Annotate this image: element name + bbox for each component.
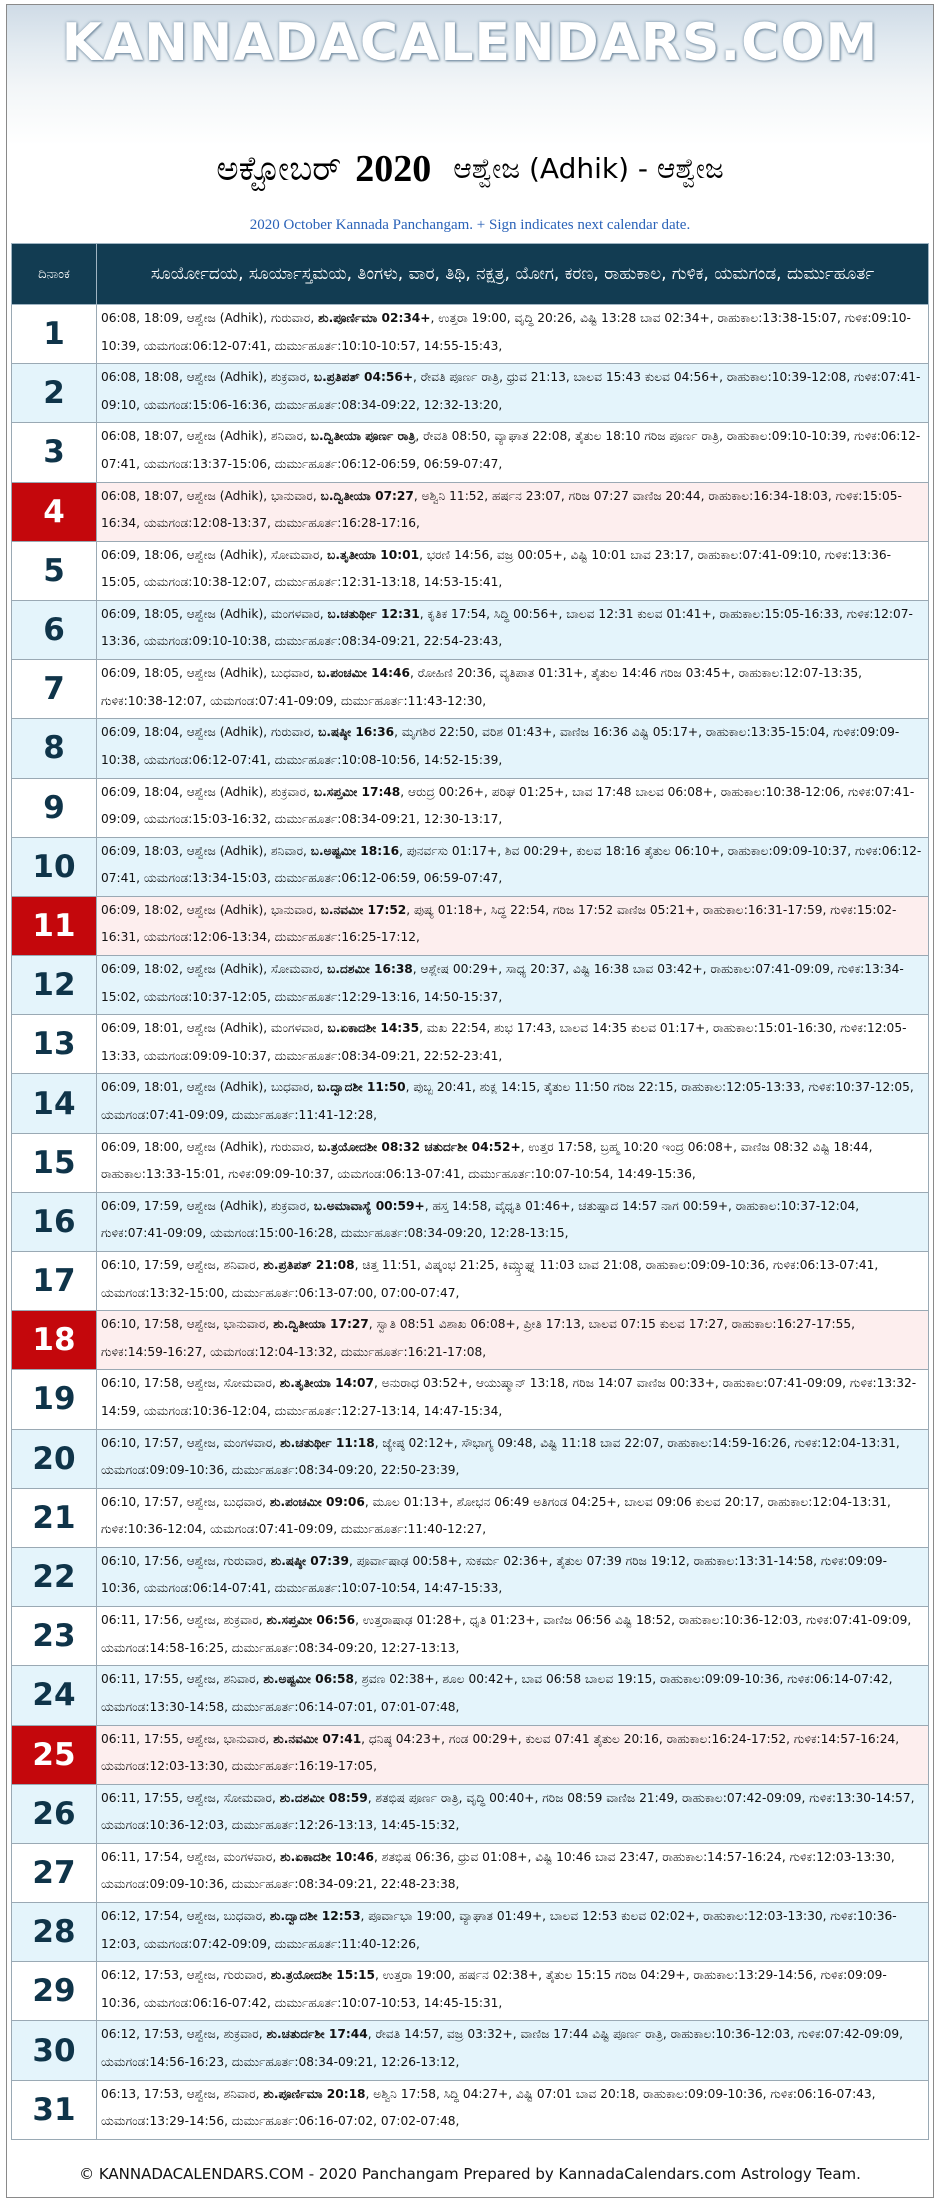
day-details-suffix: , ಆರುದ್ರ 00:26+, ಪರಿಘ 01:25+, ಬಾವ 17:48 ಬಾಲವ 06:08+, ರಾಹುಕಾಲ:10:38-12:06, ಗುಳಿಕ:07:41-09:09, ಯಮಗಂಡ:15:03-16:32, ದುರ್ಮುಹೂರ್ತ:08:34-09:21, 12:30-13:17, (101, 784, 915, 826)
day-details-suffix: , ಪುಬ್ಬ 20:41, ಶುಕ್ಲ 14:15, ತೈತುಲ 11:50 ಗರಿಜ 22:15, ರಾಹುಕಾಲ:12:05-13:33, ಗುಳಿಕ:10:37-12:05, ಯಮಗಂಡ:07:41-09:09, ದುರ್ಮುಹೂರ್ತ:11:41-12:28, (101, 1080, 914, 1122)
day-number: 13 (12, 1015, 97, 1074)
table-row (12, 1488, 929, 1547)
table-row (12, 896, 929, 955)
tithi: ಶು.ದ್ವಿತೀಯಾ 17:27 (273, 1317, 369, 1332)
day-number: 21 (12, 1488, 97, 1547)
day-details-suffix: , ಪೂರ್ವಾಭಾ 19:00, ವ್ಯಾಘಾತ 01:49+, ಬಾಲವ 12:53 ಕುಲವ 02:02+, ರಾಹುಕಾಲ:12:03-13:30, ಗುಳಿಕ:10:36-12:03, ಯಮಗಂಡ:07:42-09:09, ದುರ್ಮುಹೂರ್ತ:11:40-12:26, (101, 1909, 897, 1951)
table-row (12, 1547, 929, 1606)
day-details (97, 896, 929, 955)
tithi: ಬ.ಏಕಾದಶೀ 14:35 (327, 1021, 420, 1036)
table-row (12, 719, 929, 778)
day-details-prefix: 06:09, 18:05, ಆಶ್ವೇಜ (Adhik), ಮಂಗಳವಾರ, (101, 606, 328, 621)
day-details (97, 2021, 929, 2080)
day-details-suffix: , ಅನುರಾಧ 03:52+, ಆಯುಷ್ಮಾನ್ 13:18, ಗರಿಜ 14:07 ವಾಣಿಜ 00:33+, ರಾಹುಕಾಲ:07:41-09:09, ಗುಳಿಕ:13:32-14:59, ಯಮಗಂಡ:10:36-12:04, ದುರ್ಮುಹೂರ್ತ:12:27-13:14, 14:47-15:34, (101, 1376, 917, 1418)
day-details-prefix: 06:10, 17:57, ಆಶ್ವೇಜ, ಬುಧವಾರ, (101, 1494, 270, 1509)
day-details-prefix: 06:09, 18:04, ಆಶ್ವೇಜ (Adhik), ಶುಕ್ರವಾರ, (101, 784, 314, 799)
day-number: 6 (12, 600, 97, 659)
table-row (12, 1429, 929, 1488)
table-row (12, 1370, 929, 1429)
day-number: 31 (12, 2080, 97, 2139)
day-details (97, 1607, 929, 1666)
day-number: 5 (12, 541, 97, 600)
day-number: 16 (12, 1192, 97, 1251)
tithi: ಬ.ತೃತೀಯಾ 10:01 (327, 547, 420, 562)
day-details-suffix: , ಉತ್ತರ 17:58, ಬ್ರಹ್ಮ 10:20 ಇಂದ್ರ 06:08+, ವಾಣಿಜ 08:32 ವಿಷ್ಟಿ 18:44, ರಾಹುಕಾಲ:13:33-15:01, ಗುಳಿಕ:09:09-10:37, ಯಮಗಂಡ:06:13-07:41, ದುರ್ಮುಹೂರ್ತ:10:07-10:54, 14:49-15:36, (101, 1139, 873, 1182)
day-details-suffix: , ಉತ್ತರಾಷಾಢ 01:28+, ಧೃತಿ 01:23+, ವಾಣಿಜ 06:56 ವಿಷ್ಟಿ 18:52, ರಾಹುಕಾಲ:10:36-12:03, ಗುಳಿಕ:07:41-09:09, ಯಮಗಂಡ:14:58-16:25, ದುರ್ಮುಹೂರ್ತ:08:34-09:20, 12:27-13:13, (101, 1613, 912, 1655)
tithi: ಬ.ಚತುರ್ಥೀ 12:31 (327, 606, 420, 621)
day-number: 29 (12, 1962, 97, 2021)
tithi: ಬ.ದ್ವಾದಶೀ 11:50 (317, 1080, 406, 1095)
table-row (12, 482, 929, 541)
day-details-suffix: , ರೇವತಿ ಪೂರ್ಣ ರಾತ್ರಿ, ಧ್ರುವ 21:13, ಬಾಲವ 15:43 ಕುಲವ 04:56+, ರಾಹುಕಾಲ:10:39-12:08, ಗುಳಿಕ:07:41-09:10, ಯಮಗಂಡ:15:06-16:36, ದುರ್ಮುಹೂರ್ತ:08:34-09:22, 12:32-13:20, (101, 370, 921, 412)
tithi: ಶು.ಚತುರ್ದಶೀ 17:44 (266, 2027, 368, 2042)
tithi: ಶು.ಅಷ್ಟಮೀ 06:58 (263, 1672, 354, 1687)
day-details-suffix: , ಶತಭಿಷ ಪೂರ್ಣ ರಾತ್ರಿ, ವೃದ್ಧಿ 00:40+, ಗರಿಜ 08:59 ವಾಣಿಜ 21:49, ರಾಹುಕಾಲ:07:42-09:09, ಗುಳಿಕ:13:30-14:57, ಯಮಗಂಡ:10:36-12:03, ದುರ್ಮುಹೂರ್ತ:12:26-13:13, 14:45-15:32, (101, 1790, 915, 1833)
day-details-prefix: 06:09, 18:05, ಆಶ್ವೇಜ (Adhik), ಬುಧವಾರ, (101, 666, 318, 681)
day-details-prefix: 06:11, 17:54, ಆಶ್ವೇಜ, ಮಂಗಳವಾರ, (101, 1849, 281, 1864)
tithi: ಶು.ಏಕಾದಶೀ 10:46 (280, 1849, 375, 1864)
day-details (97, 1311, 929, 1370)
tithi: ಶು.ಷಷ್ಠೀ 07:39 (270, 1553, 350, 1568)
day-details (97, 956, 929, 1015)
table-row (12, 1133, 929, 1192)
tithi: ಶು.ಪೂರ್ಣಿಮಾ 02:34+ (318, 311, 431, 325)
day-details-suffix: , ಉತ್ತರಾ 19:00, ವೃದ್ಧಿ 20:26, ವಿಷ್ಟಿ 13:28 ಬಾವ 02:34+, ರಾಹುಕಾಲ:13:38-15:07, ಗುಳಿಕ:09:10-10:39, ಯಮಗಂಡ:06:12-07:41, ದುರ್ಮುಹೂರ್ತ:10:10-10:57, 14:55-15:43, (101, 311, 911, 353)
day-details (97, 778, 929, 837)
day-details-suffix: , ಪೂರ್ವಾಷಾಢ 00:58+, ಸುಕರ್ಮ 02:36+, ತೈತುಲ 07:39 ಗರಿಜ 19:12, ರಾಹುಕಾಲ:13:31-14:58, ಗುಳಿಕ:09:09-10:36, ಯಮಗಂಡ:06:14-07:41, ದುರ್ಮುಹೂರ್ತ:10:07-10:54, 14:47-15:33, (101, 1553, 888, 1596)
day-details-suffix: , ಆಶ್ಲೇಷ 00:29+, ಸಾಧ್ಯ 20:37, ವಿಷ್ಟಿ 16:38 ಬಾವ 03:42+, ರಾಹುಕಾಲ:07:41-09:09, ಗುಳಿಕ:13:34-15:02, ಯಮಗಂಡ:10:37-12:05, ದುರ್ಮುಹೂರ್ತ:12:29-13:16, 14:50-15:37, (101, 962, 904, 1004)
day-number: 4 (12, 482, 97, 541)
day-number: 12 (12, 956, 97, 1015)
tithi: ಶು.ದ್ವಾದಶೀ 12:53 (269, 1909, 361, 1924)
table-row (12, 423, 929, 482)
day-number: 11 (12, 896, 97, 955)
tithi: ಶು.ನವಮೀ 07:41 (273, 1731, 362, 1746)
day-number: 7 (12, 660, 97, 719)
day-details (97, 1488, 929, 1547)
table-row (12, 1252, 929, 1311)
day-number: 28 (12, 1903, 97, 1962)
day-details-prefix: 06:11, 17:56, ಆಶ್ವೇಜ, ಶುಕ್ರವಾರ, (101, 1613, 267, 1628)
day-details (97, 1903, 929, 1962)
day-details-suffix: , ರೋಹಿಣಿ 20:36, ವ್ಯತಿಪಾತ 01:31+, ತೈತುಲ 14:46 ಗರಿಜ 03:45+, ರಾಹುಕಾಲ:12:07-13:35, ಗುಳಿಕ:10:38-12:07, ಯಮಗಂಡ:07:41-09:09, ದುರ್ಮುಹೂರ್ತ:11:43-12:30, (101, 666, 863, 708)
table-row (12, 600, 929, 659)
masa-name: ಆಶ್ವೇಜ (Adhik) - ಆಶ್ವೇಜ (453, 152, 724, 185)
tithi: ಶು.ಪಂಚಮೀ 09:06 (269, 1494, 365, 1509)
tithi: ಬ.ಪಂಚಮೀ 14:46 (317, 666, 410, 681)
day-details-prefix: 06:09, 18:04, ಆಶ್ವೇಜ (Adhik), ಗುರುವಾರ, (101, 725, 319, 740)
table-row (12, 1725, 929, 1784)
year: 2020 (355, 148, 432, 190)
header-date: ದಿನಾಂಕ (12, 244, 97, 305)
day-details-prefix: 06:10, 17:56, ಆಶ್ವೇಜ, ಗುರುವಾರ, (101, 1553, 271, 1568)
day-details-suffix: , ರೇವತಿ 14:57, ವಜ್ರ 03:32+, ವಾಣಿಜ 17:44 ವಿಷ್ಟಿ ಪೂರ್ಣ ರಾತ್ರಿ, ರಾಹುಕಾಲ:10:36-12:03, ಗುಳಿಕ:07:42-09:09, ಯಮಗಂಡ:14:56-16:23, ದುರ್ಮುಹೂರ್ತ:08:34-09:21, 12:26-13:12, (101, 2027, 904, 2069)
tithi: ಬ.ಸಪ್ತಮೀ 17:48 (313, 784, 401, 799)
tithi: ಶು.ಪ್ರತಿಪತ್ 21:08 (263, 1258, 355, 1272)
day-details (97, 719, 929, 778)
subtitle: 2020 October Kannada Panchangam. + Sign indicates next calendar date. (249, 217, 691, 233)
day-number: 1 (12, 305, 97, 364)
day-details-suffix: , ಉತ್ತರಾ 19:00, ಹರ್ಷನ 02:38+, ತೈತುಲ 15:15 ಗರಿಜ 04:29+, ರಾಹುಕಾಲ:13:29-14:56, ಗುಳಿಕ:09:09-10:36, ಯಮಗಂಡ:06:16-07:42, ದುರ್ಮುಹೂರ್ತ:10:07-10:53, 14:45-15:31, (101, 1968, 887, 2010)
day-details-prefix: 06:12, 17:53, ಆಶ್ವೇಜ, ಗುರುವಾರ, (101, 1968, 271, 1983)
header-details: ಸೂರ್ಯೋದಯ, ಸೂರ್ಯಾಸ್ತಮಯ, ತಿಂಗಳು, ವಾರ, ತಿಥಿ, ನಕ್ಷತ್ರ, ಯೋಗ, ಕರಣ, ರಾಹುಕಾಲ, ಗುಳಿಕ, ಯಮಗಂಡ, ದುರ್ಮುಹೂರ್ತ (97, 244, 929, 305)
tithi: ಶು.ದಶಮೀ 08:59 (279, 1790, 368, 1805)
day-details-prefix: 06:09, 18:01, ಆಶ್ವೇಜ (Adhik), ಬುಧವಾರ, (101, 1080, 318, 1095)
day-details (97, 837, 929, 896)
table-row (12, 1074, 929, 1133)
tithi: ಶು.ಚತುರ್ಥೀ 11:18 (280, 1435, 375, 1450)
day-details-prefix: 06:08, 18:09, ಆಶ್ವೇಜ (Adhik), ಗುರುವಾರ, (101, 311, 319, 325)
day-details-suffix: , ಧನಿಷ್ಠ 04:23+, ಗಂಡ 00:29+, ಕುಲವ 07:41 ತೈತುಲ 20:16, ರಾಹುಕಾಲ:16:24-17:52, ಗುಳಿಕ:14:57-16:24, ಯಮಗಂಡ:12:03-13:30, ದುರ್ಮುಹೂರ್ತ:16:19-17:05, (101, 1731, 900, 1773)
tithi: ಶು.ಸಪ್ತಮೀ 06:56 (266, 1613, 356, 1628)
day-details-suffix: , ಚಿತ್ತ 11:51, ವಿಷ್ಕಂಭ 21:25, ಕಿಮ್ಸ್ತುಘ್ನ 11:03 ಬಾವ 21:08, ರಾಹುಕಾಲ:09:09-10:36, ಗುಳಿಕ:06:13-07:41, ಯಮಗಂಡ:13:32-15:00, ದುರ್ಮುಹೂರ್ತ:06:13-07:00, 07:00-07:47, (101, 1258, 879, 1300)
day-details (97, 1252, 929, 1311)
day-details-prefix: 06:09, 17:59, ಆಶ್ವೇಜ (Adhik), ಶುಕ್ರವಾರ, (101, 1198, 314, 1213)
day-number: 27 (12, 1843, 97, 1902)
tithi: ಶು.ಪೂರ್ಣಿಮಾ 20:18 (263, 2086, 366, 2101)
day-number: 30 (12, 2021, 97, 2080)
day-details (97, 1962, 929, 2021)
table-row (12, 2080, 929, 2139)
day-details-suffix: , ಪುನರ್ವಸು 01:17+, ಶಿವ 00:29+, ಕುಲವ 18:16 ತೈತುಲ 06:10+, ರಾಹುಕಾಲ:09:09-10:37, ಗುಳಿಕ:06:12-07:41, ಯಮಗಂಡ:13:34-15:03, ದುರ್ಮುಹೂರ್ತ:06:12-06:59, 06:59-07:47, (101, 843, 922, 886)
day-details-prefix: 06:09, 18:06, ಆಶ್ವೇಜ (Adhik), ಸೋಮವಾರ, (101, 547, 328, 562)
table-row (12, 305, 929, 364)
day-details-prefix: 06:10, 17:59, ಆಶ್ವೇಜ, ಶನಿವಾರ, (101, 1258, 264, 1272)
day-details-suffix: , ಶ್ರವಣ 02:38+, ಶೂಲ 00:42+, ಬಾವ 06:58 ಬಾಲವ 19:15, ರಾಹುಕಾಲ:09:09-10:36, ಗುಳಿಕ:06:14-07:42, ಯಮಗಂಡ:13:30-14:58, ದುರ್ಮುಹೂರ್ತ:06:14-07:01, 07:01-07:48, (101, 1672, 893, 1714)
tithi: ಬ.ಅಷ್ಟಮೀ 18:16 (310, 843, 400, 858)
table-row (12, 1607, 929, 1666)
day-number: 8 (12, 719, 97, 778)
table-row (12, 1962, 929, 2021)
day-number: 2 (12, 364, 97, 423)
day-number: 10 (12, 837, 97, 896)
day-details-prefix: 06:09, 18:01, ಆಶ್ವೇಜ (Adhik), ಮಂಗಳವಾರ, (101, 1021, 328, 1036)
day-number: 22 (12, 1547, 97, 1606)
day-number: 24 (12, 1666, 97, 1725)
day-details-suffix: , ಜ್ಯೇಷ್ಠ 02:12+, ಸೌಭಾಗ್ಯ 09:48, ವಿಷ್ಟಿ 11:18 ಬಾವ 22:07, ರಾಹುಕಾಲ:14:59-16:26, ಗುಳಿಕ:12:04-13:31, ಯಮಗಂಡ:09:09-10:36, ದುರ್ಮುಹೂರ್ತ:08:34-09:20, 22:50-23:39, (101, 1435, 900, 1478)
day-number: 9 (12, 778, 97, 837)
calendar-page (6, 4, 934, 2198)
table-row (12, 1666, 929, 1725)
day-details-suffix: , ಮೂಲ 01:13+, ಶೋಭನ 06:49 ಅತಿಗಂಡ 04:25+, ಬಾಲವ 09:06 ಕುಲವ 20:17, ರಾಹುಕಾಲ:12:04-13:31, ಗುಳಿಕ:10:36-12:04, ಯಮಗಂಡ:07:41-09:09, ದುರ್ಮುಹೂರ್ತ:11:40-12:27, (101, 1494, 891, 1537)
day-details (97, 660, 929, 719)
day-details (97, 2080, 929, 2139)
header-banner (7, 5, 933, 145)
site-title[interactable]: KANNADACALENDARS.COM (61, 13, 879, 73)
table-row (12, 1192, 929, 1251)
tithi: ಶು.ತೃತೀಯಾ 14:07 (279, 1376, 374, 1391)
day-details-prefix: 06:09, 18:00, ಆಶ್ವೇಜ (Adhik), ಗುರುವಾರ, (101, 1139, 319, 1154)
table-row (12, 1015, 929, 1074)
day-details (97, 1133, 929, 1192)
day-details-suffix: , ಮಖ 22:54, ಶುಭ 17:43, ಬಾಲವ 14:35 ಕುಲವ 01:17+, ರಾಹುಕಾಲ:15:01-16:30, ಗುಳಿಕ:12:05-13:33, ಯಮಗಂಡ:09:09-10:37, ದುರ್ಮುಹೂರ್ತ:08:34-09:21, 22:52-23:41, (101, 1021, 907, 1063)
day-number: 19 (12, 1370, 97, 1429)
table-row (12, 1784, 929, 1843)
table-row (12, 1843, 929, 1902)
day-details (97, 1547, 929, 1606)
table-row (12, 837, 929, 896)
day-number: 23 (12, 1607, 97, 1666)
day-details-suffix: , ಮೃಗಶಿರ 22:50, ವರಿಶ 01:43+, ವಾಣಿಜ 16:36 ವಿಷ್ಟಿ 05:17+, ರಾಹುಕಾಲ:13:35-15:04, ಗುಳಿಕ:09:09-10:38, ಯಮಗಂಡ:06:12-07:41, ದುರ್ಮುಹೂರ್ತ:10:08-10:56, 14:52-15:39, (101, 725, 900, 767)
day-details-prefix: 06:09, 18:03, ಆಶ್ವೇಜ (Adhik), ಶನಿವಾರ, (101, 843, 311, 858)
day-number: 18 (12, 1311, 97, 1370)
month-heading (7, 147, 933, 191)
day-details-suffix: , ಸ್ವಾತಿ 08:51 ವಿಶಾಖ 06:08+, ಪ್ರೀತಿ 17:13, ಬಾಲವ 07:15 ಕುಲವ 17:27, ರಾಹುಕಾಲ:16:27-17:55, ಗುಳಿಕ:14:59-16:27, ಯಮಗಂಡ:12:04-13:32, ದುರ್ಮುಹೂರ್ತ:16:21-17:08, (101, 1317, 855, 1359)
tithi: ಬ.ನವಮೀ 17:52 (320, 902, 407, 917)
tithi: ಬ.ಅಮಾವಾಸ್ಯೆ 00:59+ (313, 1198, 425, 1213)
day-details (97, 1666, 929, 1725)
table-row (12, 2021, 929, 2080)
day-details-suffix: , ಅಶ್ವಿನಿ 11:52, ಹರ್ಷನ 23:07, ಗರಿಜ 07:27 ವಾಣಿಜ 20:44, ರಾಹುಕಾಲ:16:34-18:03, ಗುಳಿಕ:15:05-16:34, ಯಮಗಂಡ:12:08-13:37, ದುರ್ಮುಹೂರ್ತ:16:28-17:16, (101, 488, 902, 531)
day-details-prefix: 06:11, 17:55, ಆಶ್ವೇಜ, ಭಾನುವಾರ, (101, 1731, 274, 1746)
day-number: 20 (12, 1429, 97, 1488)
tithi: ಶು.ತ್ರಯೋದಶೀ 15:15 (270, 1968, 376, 1983)
day-details-prefix: 06:09, 18:02, ಆಶ್ವೇಜ (Adhik), ಭಾನುವಾರ, (101, 902, 321, 917)
day-details (97, 423, 929, 482)
footer: © KANNADACALENDARS.COM - 2020 Panchangam Prepared by KannadaCalendars.com Astrology Team. (79, 2165, 861, 2183)
day-details-prefix: 06:12, 17:53, ಆಶ್ವೇಜ, ಶುಕ್ರವಾರ, (101, 2027, 267, 2042)
table-row (12, 1311, 929, 1370)
day-details (97, 1843, 929, 1902)
table-row (12, 660, 929, 719)
tithi: ಬ.ತ್ರಯೋದಶೀ 08:32 ಚತುರ್ದಶೀ 04:52+ (318, 1139, 521, 1154)
day-details (97, 482, 929, 541)
day-details-suffix: , ಭರಣಿ 14:56, ವಜ್ರ 00:05+, ವಿಷ್ಟಿ 10:01 ಬಾವ 23:17, ರಾಹುಕಾಲ:07:41-09:10, ಗುಳಿಕ:13:36-15:05, ಯಮಗಂಡ:10:38-12:07, ದುರ್ಮುಹೂರ್ತ:12:31-13:18, 14:53-15:41, (101, 547, 892, 590)
tithi: ಬ.ಪ್ರತಿಪತ್ 04:56+ (313, 370, 414, 385)
day-number: 3 (12, 423, 97, 482)
table-row (12, 364, 929, 423)
day-details-suffix: , ಹಸ್ತ 14:58, ವೈಧೃತಿ 01:46+, ಚತುಷ್ಪಾದ 14:57 ನಾಗ 00:59+, ರಾಹುಕಾಲ:10:37-12:04, ಗುಳಿಕ:07:41-09:09, ಯಮಗಂಡ:15:00-16:28, ದುರ್ಮುಹೂರ್ತ:08:34-09:20, 12:28-13:15, (101, 1198, 860, 1241)
tithi: ಬ.ದಶಮೀ 16:38 (327, 962, 413, 977)
day-number: 15 (12, 1133, 97, 1192)
day-details-prefix: 06:10, 17:57, ಆಶ್ವೇಜ, ಮಂಗಳವಾರ, (101, 1435, 281, 1450)
day-details (97, 600, 929, 659)
day-number: 17 (12, 1252, 97, 1311)
day-details (97, 1370, 929, 1429)
day-number: 26 (12, 1784, 97, 1843)
day-details-prefix: 06:12, 17:54, ಆಶ್ವೇಜ, ಬುಧವಾರ, (101, 1909, 270, 1924)
table-header-row (12, 244, 929, 305)
day-details (97, 1784, 929, 1843)
day-details-suffix: , ರೇವತಿ 08:50, ವ್ಯಾಘಾತ 22:08, ತೈತುಲ 18:10 ಗರಿಜ ಪೂರ್ಣ ರಾತ್ರಿ, ರಾಹುಕಾಲ:09:10-10:39, ಗುಳಿಕ:06:12-07:41, ಯಮಗಂಡ:13:37-15:06, ದುರ್ಮುಹೂರ್ತ:06:12-06:59, 06:59-07:47, (101, 429, 921, 471)
day-details (97, 1725, 929, 1784)
day-details-prefix: 06:08, 18:07, ಆಶ್ವೇಜ (Adhik), ಭಾನುವಾರ, (101, 488, 321, 503)
tithi: ಬ.ಷಷ್ಠೀ 16:36 (318, 725, 395, 740)
day-details-prefix: 06:13, 17:53, ಆಶ್ವೇಜ, ಶನಿವಾರ, (101, 2086, 264, 2101)
day-number: 25 (12, 1725, 97, 1784)
tithi: ಬ.ದ್ವಿತೀಯಾ ಪೂರ್ಣ ರಾತ್ರಿ (310, 429, 416, 444)
table-row (12, 778, 929, 837)
day-details-suffix: , ಶತಭಿಷ 06:36, ಧ್ರುವ 01:08+, ವಿಷ್ಟಿ 10:46 ಬಾವ 23:47, ರಾಹುಕಾಲ:14:57-16:24, ಗುಳಿಕ:12:03-13:30, ಯಮಗಂಡ:09:09-10:36, ದುರ್ಮುಹೂರ್ತ:08:34-09:21, 22:48-23:38, (101, 1849, 895, 1892)
day-details-prefix: 06:09, 18:02, ಆಶ್ವೇಜ (Adhik), ಸೋಮವಾರ, (101, 962, 328, 977)
day-details-prefix: 06:10, 17:58, ಆಶ್ವೇಜ, ಭಾನುವಾರ, (101, 1317, 274, 1332)
day-details-prefix: 06:08, 18:07, ಆಶ್ವೇಜ (Adhik), ಶನಿವಾರ, (101, 429, 311, 444)
day-details (97, 541, 929, 600)
tithi: ಬ.ದ್ವಿತೀಯಾ 07:27 (320, 488, 414, 503)
panchangam-table (11, 243, 929, 2140)
day-details (97, 305, 929, 364)
table-row (12, 956, 929, 1015)
day-details-prefix: 06:11, 17:55, ಆಶ್ವೇಜ, ಸೋಮವಾರ, (101, 1790, 280, 1805)
day-details (97, 1015, 929, 1074)
table-row (12, 1903, 929, 1962)
month-name: ಅಕ್ಟೋಬರ್ (216, 149, 342, 189)
day-details (97, 1429, 929, 1488)
day-details-prefix: 06:10, 17:58, ಆಶ್ವೇಜ, ಸೋಮವಾರ, (101, 1376, 280, 1391)
day-details (97, 364, 929, 423)
day-details-suffix: , ಪುಷ್ಯ 01:18+, ಸಿದ್ಧ 22:54, ಗರಿಜ 17:52 ವಾಣಿಜ 05:21+, ರಾಹುಕಾಲ:16:31-17:59, ಗುಳಿಕ:15:02-16:31, ಯಮಗಂಡ:12:06-13:34, ದುರ್ಮುಹೂರ್ತ:16:25-17:12, (101, 902, 897, 945)
table-row (12, 541, 929, 600)
day-details-prefix: 06:08, 18:08, ಆಶ್ವೇಜ (Adhik), ಶುಕ್ರವಾರ, (101, 370, 314, 385)
table-body (12, 305, 929, 2140)
day-details-suffix: , ಕೃತಿಕ 17:54, ಸಿದ್ಧಿ 00:56+, ಬಾಲವ 12:31 ಕುಲವ 01:41+, ರಾಹುಕಾಲ:15:05-16:33, ಗುಳಿಕ:12:07-13:36, ಯಮಗಂಡ:09:10-10:38, ದುರ್ಮುಹೂರ್ತ:08:34-09:21, 22:54-23:43, (101, 606, 913, 649)
day-details (97, 1074, 929, 1133)
day-details (97, 1192, 929, 1251)
day-details-suffix: , ಅಶ್ವಿನಿ 17:58, ಸಿದ್ಧಿ 04:27+, ವಿಷ್ಟಿ 07:01 ಬಾವ 20:18, ರಾಹುಕಾಲ:09:09-10:36, ಗುಳಿಕ:06:16-07:43, ಯಮಗಂಡ:13:29-14:56, ದುರ್ಮುಹೂರ್ತ:06:16-07:02, 07:02-07:48, (101, 2086, 876, 2129)
day-details-prefix: 06:11, 17:55, ಆಶ್ವೇಜ, ಶನಿವಾರ, (101, 1672, 264, 1687)
day-number: 14 (12, 1074, 97, 1133)
